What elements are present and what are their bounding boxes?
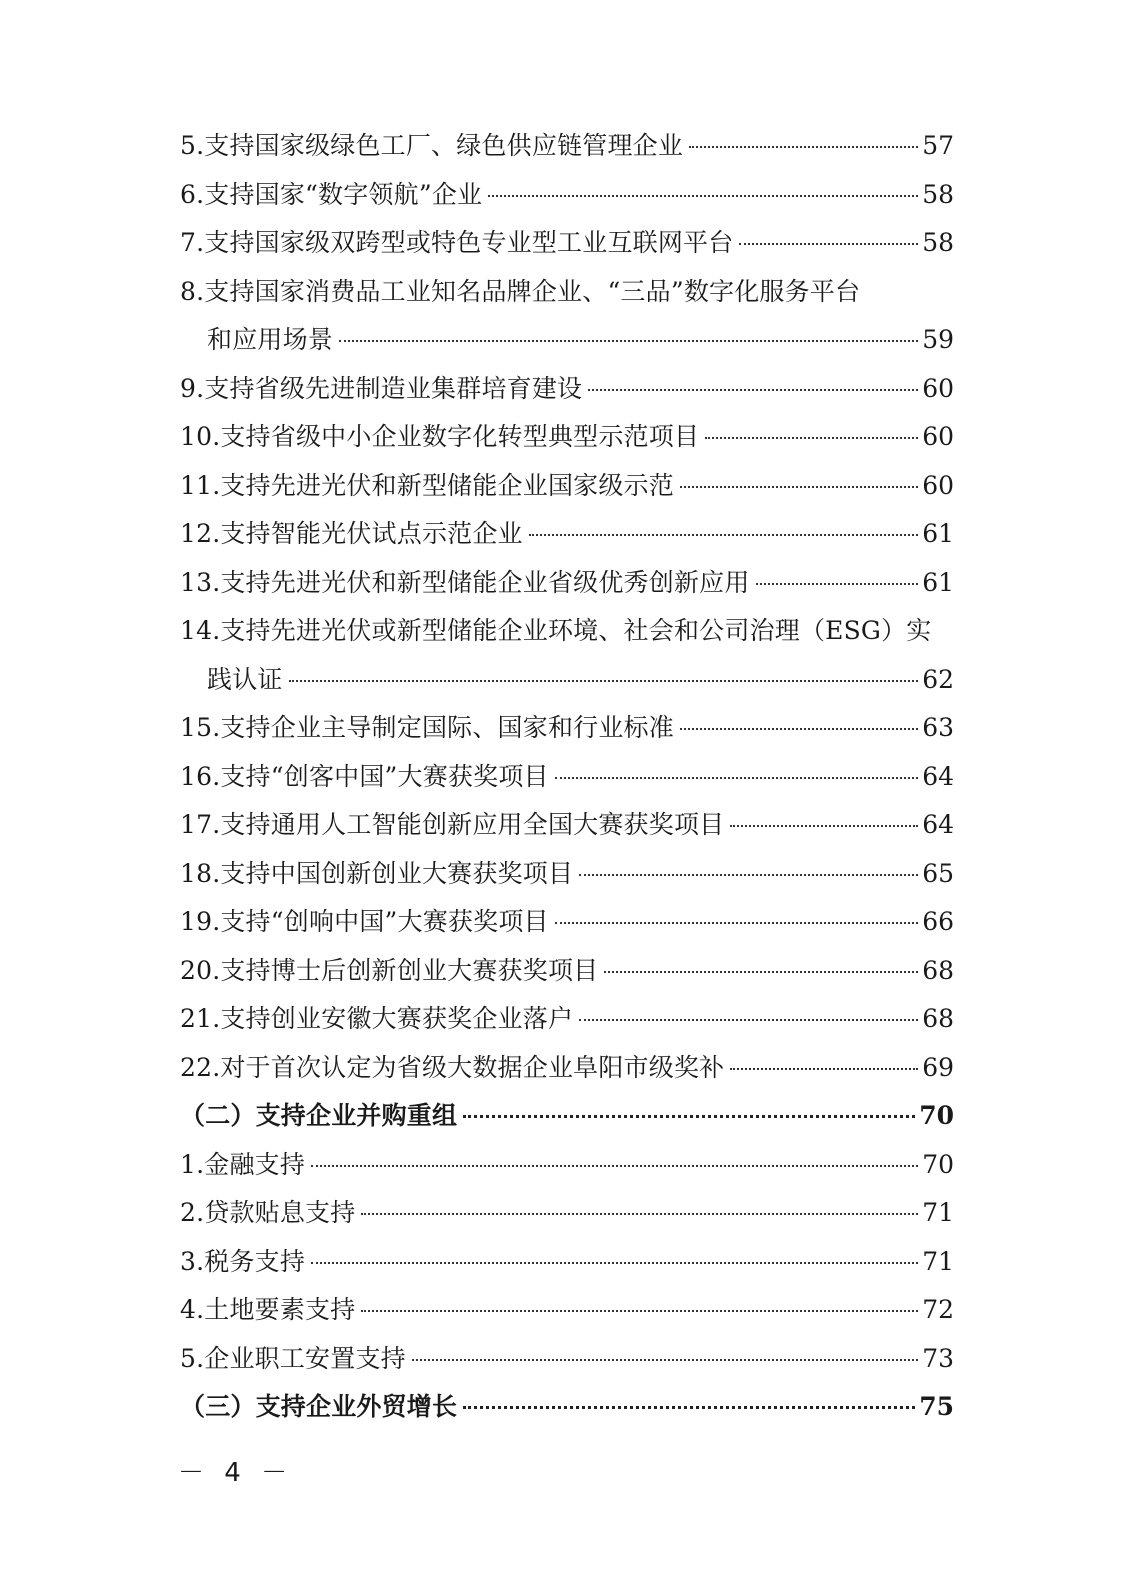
toc-entry-title: 20.支持博士后创新创业大赛获奖项目 — [180, 955, 599, 985]
toc-section-heading[interactable] — [180, 1383, 954, 1432]
toc-entry-page: 72 — [922, 1295, 954, 1324]
toc-leader-dots — [311, 1165, 918, 1167]
toc-entry-page: 63 — [922, 713, 954, 742]
toc-leader-dots — [705, 437, 918, 439]
toc-leader-dots — [555, 922, 918, 924]
toc-entry-title: 1.金融支持 — [180, 1149, 306, 1179]
toc-entry-title: 5.支持国家级绿色工厂、绿色供应链管理企业 — [180, 131, 684, 160]
toc-entry-title: 15.支持企业主导制定国际、国家和行业标准 — [180, 713, 674, 742]
toc-entry-page: 58 — [922, 179, 954, 209]
toc-entry-page: 62 — [922, 664, 954, 694]
toc-entry[interactable] — [180, 462, 954, 511]
toc-entry-page: 64 — [922, 761, 954, 791]
toc-entry[interactable] — [180, 1286, 954, 1335]
toc-entry[interactable] — [180, 1335, 954, 1384]
toc-entry-page: 60 — [922, 373, 954, 403]
toc-entry-page: 66 — [922, 907, 954, 936]
toc-entry[interactable] — [180, 1141, 954, 1190]
toc-leader-dots — [361, 1213, 918, 1215]
toc-leader-dots — [361, 1310, 918, 1312]
toc-entry[interactable] — [180, 365, 954, 414]
toc-leader-dots — [579, 874, 918, 876]
toc-leader-dots — [412, 1359, 918, 1361]
toc-entry[interactable] — [180, 510, 954, 559]
toc-entry-first-line[interactable] — [180, 607, 954, 656]
toc-entry-title: 4.土地要素支持 — [180, 1295, 356, 1324]
toc-entry-title: 10.支持省级中小企业数字化转型典型示范项目 — [180, 422, 700, 451]
toc-leader-dots — [689, 146, 918, 148]
toc-entry-page: 60 — [922, 470, 954, 500]
toc-entry-page: 71 — [922, 1246, 954, 1276]
toc-entry-title: 践认证 — [207, 664, 283, 694]
toc-entry-title: 9.支持省级先进制造业集群培育建设 — [180, 373, 583, 403]
toc-entry[interactable] — [180, 1189, 954, 1238]
toc-entry-page: 61 — [922, 519, 954, 548]
toc-entry[interactable] — [180, 995, 954, 1044]
toc-entry-page: 68 — [922, 955, 954, 985]
toc-leader-dots — [339, 340, 918, 342]
toc-entry[interactable] — [180, 947, 954, 996]
toc-entry-title: 18.支持中国创新创业大赛获奖项目 — [180, 858, 574, 888]
toc-entry-page: 69 — [922, 1052, 954, 1082]
toc-leader-dots — [680, 728, 918, 730]
toc-entry-page: 59 — [922, 325, 954, 354]
toc-entry-page: 73 — [922, 1343, 954, 1373]
toc-leader-dots — [529, 534, 918, 536]
toc-section-page: 70 — [919, 1101, 954, 1130]
toc-entry[interactable] — [180, 1238, 954, 1287]
toc-entry-continuation[interactable] — [180, 316, 954, 365]
toc-leader-dots — [579, 1019, 918, 1021]
table-of-contents — [180, 122, 954, 1432]
toc-entry-title: 13.支持先进光伏和新型储能企业省级优秀创新应用 — [180, 567, 750, 597]
toc-leader-dots — [756, 583, 919, 585]
toc-entry[interactable] — [180, 413, 954, 462]
toc-entry-title: 5.企业职工安置支持 — [180, 1343, 406, 1373]
toc-entry-title: 2.贷款贴息支持 — [180, 1198, 356, 1227]
toc-entry[interactable] — [180, 1044, 954, 1093]
toc-entry[interactable] — [180, 219, 954, 268]
toc-entry[interactable] — [180, 850, 954, 899]
toc-leader-dots — [555, 777, 918, 779]
toc-entry-continuation[interactable] — [180, 656, 954, 705]
toc-entry-page: 64 — [922, 810, 954, 839]
toc-entry-page: 57 — [922, 131, 954, 160]
toc-entry-page: 71 — [922, 1198, 954, 1227]
toc-leader-dots — [739, 243, 918, 245]
toc-entry[interactable] — [180, 171, 954, 220]
toc-entry-page: 58 — [922, 228, 954, 257]
toc-entry-title: 14.支持先进光伏或新型储能企业环境、社会和公司治理（ESG）实 — [180, 616, 932, 645]
page-number: － 4 － — [178, 1458, 294, 1488]
toc-entry-title: 22.对于首次认定为省级大数据企业阜阳市级奖补 — [180, 1052, 725, 1082]
toc-entry-title: 19.支持“创响中国”大赛获奖项目 — [180, 907, 549, 936]
toc-entry-page: 65 — [922, 858, 954, 888]
toc-entry-title: 6.支持国家“数字领航”企业 — [180, 179, 483, 209]
toc-leader-dots — [730, 825, 918, 827]
toc-entry-page: 60 — [922, 422, 954, 451]
toc-entry[interactable] — [180, 559, 954, 608]
toc-section-page: 75 — [919, 1392, 954, 1421]
toc-entry-page: 70 — [922, 1149, 954, 1179]
toc-leader-dots — [604, 971, 918, 973]
toc-entry-title: 和应用场景 — [207, 325, 334, 354]
toc-leader-dots — [488, 195, 918, 197]
toc-entry-title: 21.支持创业安徽大赛获奖企业落户 — [180, 1004, 574, 1033]
toc-entry[interactable] — [180, 898, 954, 947]
toc-entry-title: 16.支持“创客中国”大赛获奖项目 — [180, 761, 549, 791]
toc-leader-dots — [289, 680, 919, 682]
toc-entry-title: 12.支持智能光伏试点示范企业 — [180, 519, 523, 548]
toc-entry[interactable] — [180, 704, 954, 753]
toc-entry[interactable] — [180, 753, 954, 802]
toc-leader-dots — [463, 1115, 915, 1118]
toc-entry-first-line[interactable] — [180, 268, 954, 317]
toc-entry-title: 8.支持国家消费品工业知名品牌企业、“三品”数字化服务平台 — [180, 276, 861, 306]
toc-entry-page: 68 — [922, 1004, 954, 1033]
toc-entry[interactable] — [180, 122, 954, 171]
toc-leader-dots — [730, 1068, 918, 1070]
toc-entry[interactable] — [180, 801, 954, 850]
toc-entry-page: 61 — [922, 567, 954, 597]
toc-entry-title: 11.支持先进光伏和新型储能企业国家级示范 — [180, 470, 674, 500]
toc-leader-dots — [311, 1262, 918, 1264]
toc-leader-dots — [588, 389, 918, 391]
toc-leader-dots — [463, 1406, 915, 1409]
toc-entry-title: 3.税务支持 — [180, 1246, 306, 1276]
toc-section-heading[interactable] — [180, 1092, 954, 1141]
toc-entry-title: 17.支持通用人工智能创新应用全国大赛获奖项目 — [180, 810, 725, 839]
toc-leader-dots — [680, 486, 918, 488]
toc-entry-title: 7.支持国家级双跨型或特色专业型工业互联网平台 — [180, 228, 734, 257]
toc-section-title: （三）支持企业外贸增长 — [180, 1392, 458, 1421]
toc-section-title: （二）支持企业并购重组 — [180, 1101, 458, 1130]
